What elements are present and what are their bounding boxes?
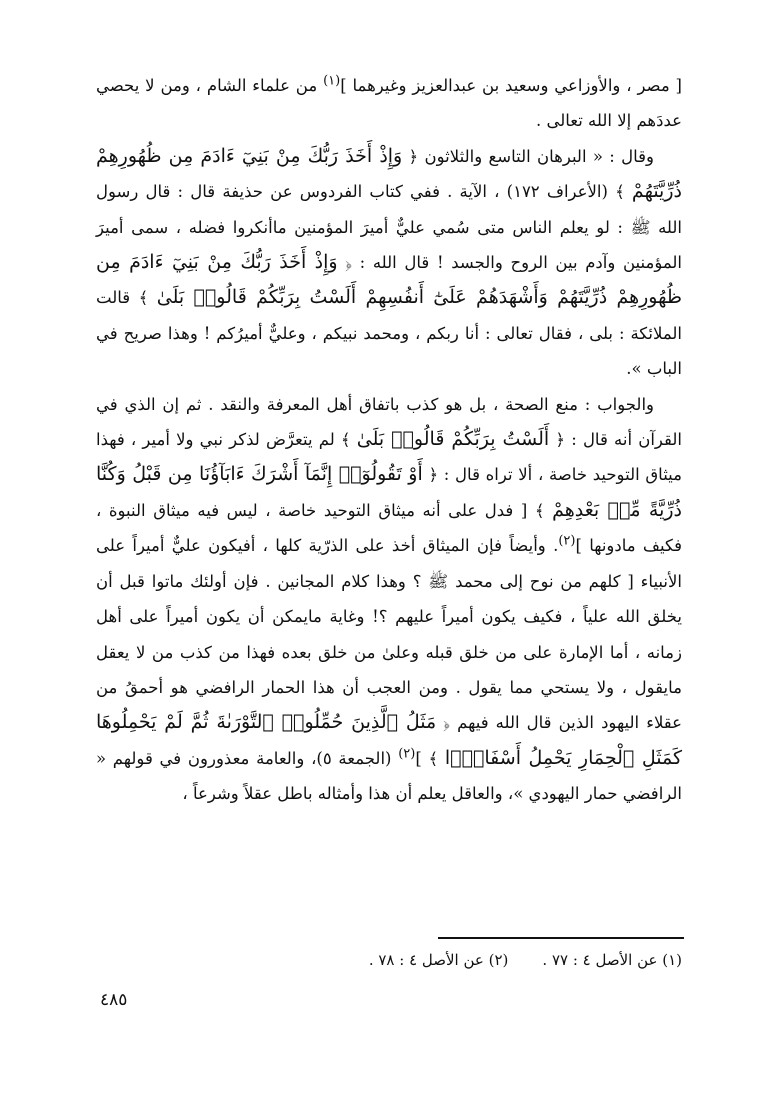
text-segment: . وأيضاً فإن الميثاق أخذ على الذرّية كلها ، أفيكون عليٌّ أميراً على الأنبياء [ كلهم من نوح إلى محمد ﷺ ؟ وهذا كلام المجانين . فإن أولئك ماتوا قبل أن يخلق الله علياً ، فكيف يكون أميراً عليهم ؟! وغاية مايمكن أن يكون أميراً على أهل زمانه ، أما الإمارة على من خلق قبله وعلىٰ من خلق بعده فهذا من كذب من لا يعقل مايقول ، ولا يستحي مما يقول . ومن العجب أن هذا الحمار الرافضي هو أحمقُ من عقلاء اليهود الذين قال الله فيهم ﴿ — [96, 536, 683, 733]
footnote-1: (١) عن الأصل ٤ : ٧٧ . — [542, 951, 682, 969]
quran-verse: مَثَلُ ٱلَّذِينَ حُمِّلُوا۟ ٱلتَّوْرَىٰةَ ثُمَّ لَمْ يَحْمِلُوهَا كَمَثَلِ ٱلْحِمَارِ يَحْمِلُ أَسْفَارًۢا — [96, 711, 682, 769]
footnote-2: (٢) عن الأصل ٤ : ٧٨ . — [368, 951, 509, 969]
paragraph-1 — [96, 68, 682, 139]
text-segment: وقال : « البرهان التاسع والثلاثون ﴿ — [402, 146, 654, 166]
quran-verse: وَإِذْ أَخَذَ رَبُّكَ مِنْ بَنِيٓ ءَادَمَ مِن ظُهُورِهِمْ ذُرِّيَّتَهُمْ — [96, 144, 682, 203]
footnotes — [96, 946, 682, 974]
page-number: ٤٨٥ — [100, 990, 128, 1010]
text-segment: ﴾ (الأعراف ١٧٢) ، الآية . ففي كتاب الفردوس عن حذيفة قال : قال رسول الله ﷺ : لو يعلم الناس متى سُمي عليٌّ أميرَ المؤمنين ماأنكروا فضله ، سمى أميرَ المؤمنين وآدم بين الروح والجسد ! قال الله : ﴿ — [96, 182, 682, 273]
quran-verse: وَإِذْ أَخَذَ رَبُّكَ مِنْ بَنِيٓ ءَادَمَ مِن ظُهُورِهِمْ ذُرِّيَّتَهُمْ وَأَشْهَدَهُمْ عَلَىٰٓ أَنفُسِهِمْ أَلَسْتُ بِرَبِّكُمْ قَالُوا۟ بَلَىٰ — [96, 251, 682, 309]
main-text — [96, 68, 682, 812]
text-segment: [ مصر ، والأوزاعي وسعيد بن عبدالعزيز وغيرهما ] — [340, 76, 682, 95]
footnote-marker: (٢) — [558, 533, 576, 549]
text-segment: ﴾ ] — [415, 748, 445, 768]
text-segment: والجواب : منع الصحة ، بل هو كذب باتفاق أهل المعرفة والنقد . ثم إن الذي في القرآن أنه قال : ﴿ — [96, 394, 682, 450]
footnote-divider — [438, 937, 684, 939]
text-segment: ﴾ [ فدل على أنه ميثاق التوحيد خاصة ، ليس فيه ميثاق النبوة ، فكيف مادونها ] — [96, 500, 682, 556]
paragraph-2 — [96, 139, 682, 387]
footnote-marker: (١) — [323, 73, 341, 89]
text-segment: ﴾ لم يتعرَّض لذكر نبي ولا أمير ، فهذا ميثاق التوحيد خاصة ، ألا تراه قال : ﴿ — [96, 430, 682, 485]
text-segment: ﴾ قالت الملائكة : بلى ، فقال تعالى : أنا ربكم ، ومحمد نبيكم ، وعليٌّ أميرُكم ! وهذا صريح في الباب ». — [96, 288, 682, 379]
text-segment: (الجمعة ٥)، والعامة معذورون في قولهم « الرافضي حمار اليهودي »، والعاقل يعلم أن هذا وأمثاله باطل عقلاً وشرعاً ، — [96, 748, 682, 804]
quran-verse: أَوْ تَقُولُوٓا۟ إِنَّمَآ أَشْرَكَ ءَابَآؤُنَا مِن قَبْلُ وَكُنَّا ذُرِّيَّةً مِّنۢ بَعْدِهِمْ — [96, 463, 682, 521]
footnote-marker: (٢) — [398, 746, 416, 762]
paragraph-3 — [96, 387, 682, 812]
text-segment: من علماء الشام ، ومن لا يحصي عددَهم إلا الله تعالى . — [96, 76, 682, 131]
quran-verse: أَلَسْتُ بِرَبِّكُمْ قَالُوا۟ بَلَىٰ — [356, 428, 550, 451]
